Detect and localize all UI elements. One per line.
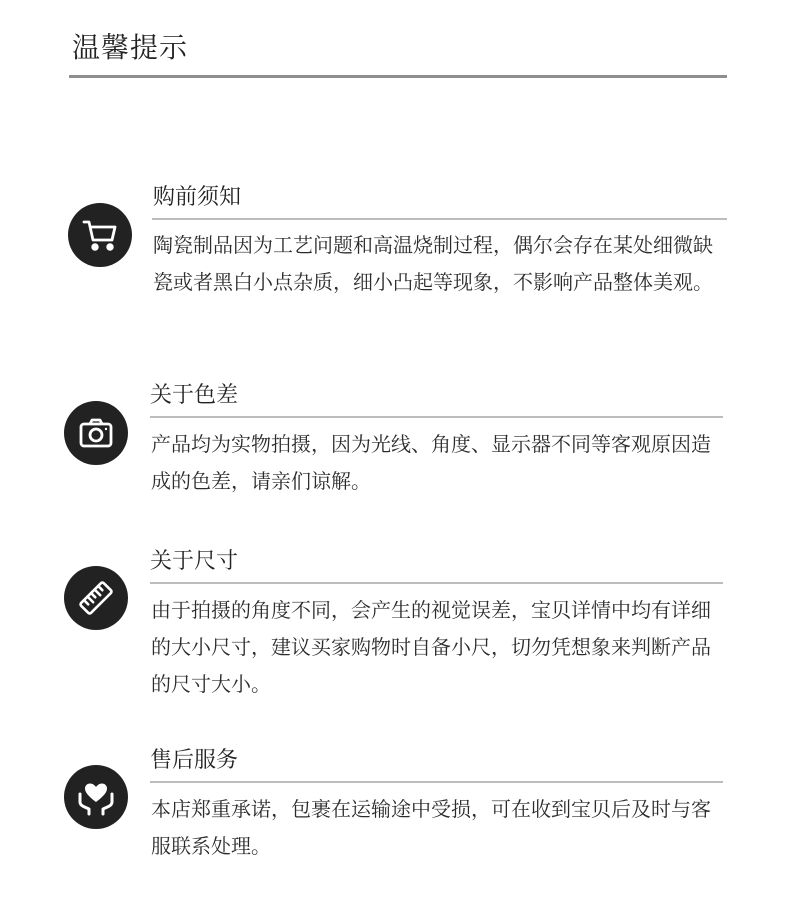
heart-in-hands-icon <box>64 765 128 829</box>
section-body: 由于拍摄的角度不同，会产生的视觉误差，宝贝详情中均有详细的大小尺寸，建议买家购物时自备小尺，切勿凭想象来判断产品的尺寸大小。 <box>151 598 711 696</box>
section-heading: 售后服务 <box>150 748 239 773</box>
section-body: 陶瓷制品因为工艺问题和高温烧制过程，偶尔会存在某处细微缺瓷或者黑白小点杂质，细小凸起等现象，不影响产品整体美观。 <box>153 233 713 294</box>
section-divider <box>150 416 723 418</box>
section-divider <box>152 218 727 220</box>
section-heading: 关于尺寸 <box>150 549 239 574</box>
section-heading: 关于色差 <box>150 383 239 408</box>
section-body: 产品均为实物拍摄，因为光线、角度、显示器不同等客观原因造成的色差，请亲们谅解。 <box>151 432 711 493</box>
ruler-icon <box>64 566 128 630</box>
section-divider <box>150 781 723 783</box>
shopping-cart-icon <box>68 203 132 267</box>
section-body: 本店郑重承诺，包裹在运输途中受损，可在收到宝贝后及时与客服联系处理。 <box>151 797 711 858</box>
title-divider <box>69 75 727 78</box>
section-divider <box>150 582 723 584</box>
camera-icon <box>64 401 128 465</box>
page-title: 温馨提示 <box>72 31 189 64</box>
section-heading: 购前须知 <box>153 185 242 210</box>
